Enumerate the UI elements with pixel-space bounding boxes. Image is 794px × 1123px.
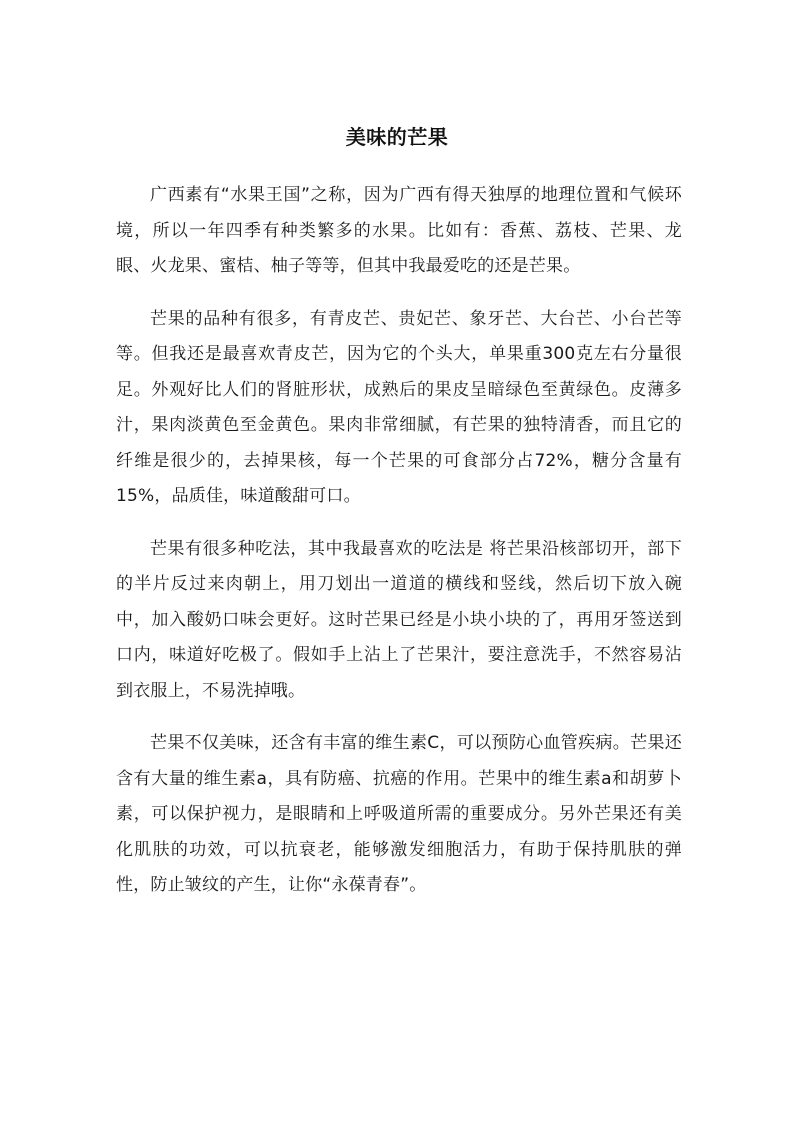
- paragraph-eating-method: 芒果有很多种吃法，其中我最喜欢的吃法是 将芒果沿核部切开，部下的半片反过来肉朝上，用刀划出一道道的横线和竖线，然后切下放入碗中，加入酸奶口味会更好。这时芒果已经是小块小块的了，再用牙签送到口内，味道好吃极了。假如手上沾上了芒果汁，要注意洗手，不然容易沾到衣服上，不易洗掉哦。: [116, 538, 682, 701]
- paragraph-intro: 广西素有“水果王国”之称，因为广西有得天独厚的地理位置和气候环境，所以一年四季有种类繁多的水果。比如有：香蕉、荔枝、芒果、龙眼、火龙果、蜜桔、柚子等等，但其中我最爱吃的还是芒果。: [116, 185, 682, 276]
- paragraph-varieties: 芒果的品种有很多，有青皮芒、贵妃芒、象牙芒、大台芒、小台芒等等。但我还是最喜欢青皮芒，因为它的个头大，单果重300克左右分量很足。外观好比人们的肾脏形状，成熟后的果皮呈暗绿色至黄绿色。皮薄多汁，果肉淡黄色至金黄色。果肉非常细腻，有芒果的独特清香，而且它的纤维是很少的，去掉果核，每一个芒果的可食部分占72%，糖分含量有15%，品质佳，味道酸甜可口。: [116, 308, 682, 506]
- document-body: [116, 178, 682, 921]
- paragraph-nutrition: 芒果不仅美味，还含有丰富的维生素C，可以预防心血管疾病。芒果还含有大量的维生素a，具有防癌、抗癌的作用。芒果中的维生素a和胡萝卜素，可以保护视力，是眼睛和上呼吸道所需的重要成分。另外芒果还有美化肌肤的功效，可以抗衰老，能够激发细胞活力，有助于保持肌肤的弹性，防止皱纹的产生，让你“永葆青春”。: [116, 733, 682, 895]
- document-title: 美味的芒果: [345, 125, 449, 149]
